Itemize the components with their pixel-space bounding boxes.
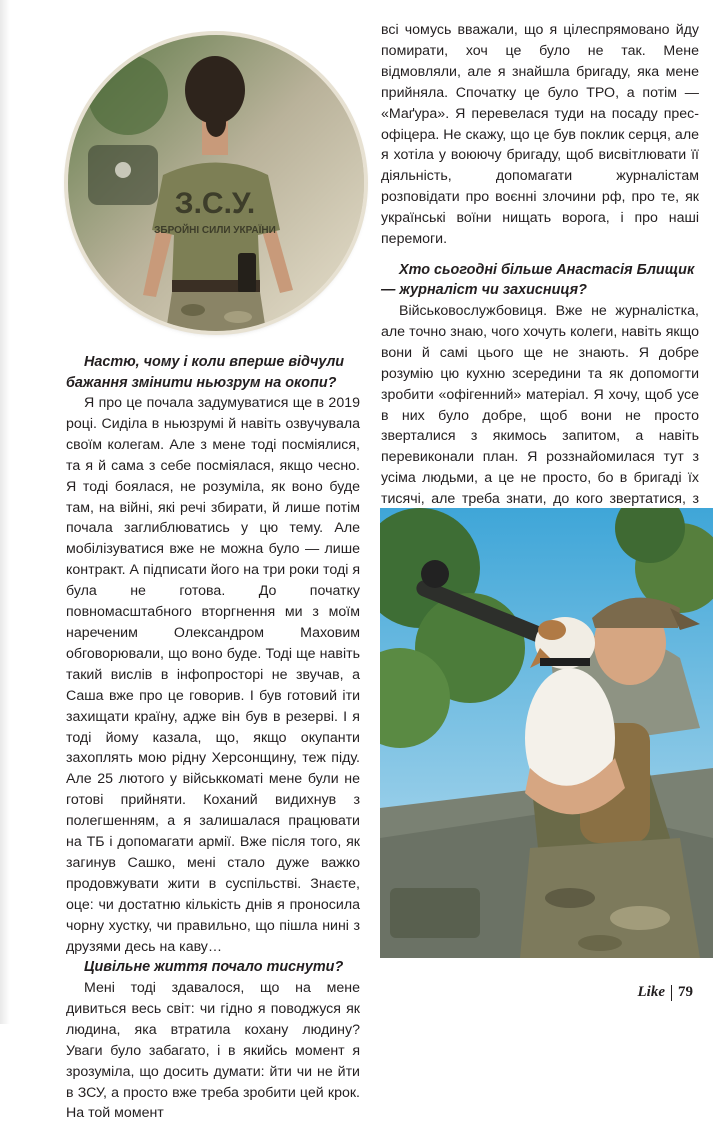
answer-paragraph-1: Я про це почала задумуватися ще в 2019 році. Сиділа в ньюзрумі й навіть озвучувала своїм колегам. Але з мене тоді посміялися, та я й сама з себе посміялася, якщо чесно. Я тоді боялася, не розуміла, як воно буде там, на війні, які речі збирати, й лише потім почала заглиблюватись у цю тему. Але мобілізуватися вже не можна було — лише контракт. А підписати його на три роки тоді я була не готова. До початку повномасштабного вторгнення ми з моїм нареченим Олександром Маховим обговорювали, що воно буде. Тоді ще навіть такий вислів в інфопросторі не звучав, а Саша вже про це говорив. І був готовий іти захищати країну, адже він був в резерві. І я тоді йому казала, що, якщо окупанти захоплять мою рідну Херсонщину, теж піду. Але 25 лютого у військкоматі мене були не готові прийняти. Коханий видихнув з полегшенням, а я залишалася працювати на ТБ і допомагати армії. Вже після того, як загинув Сашко, мені стало дуже важко продовжувати жити в суспільстві. Знаєте, оце: чи достатню кількість днів я проносила чорну хустку, чи правильно, що пішла нині з друзями десь на каву…	[66, 395, 360, 955]
question-heading-1: Настю, чому і коли вперше відчули бажання змінити ньюзрум на окопи?	[66, 354, 345, 391]
magazine-brand: Like	[637, 984, 665, 1000]
soldier-back-photo	[68, 35, 364, 331]
answer-paragraph-3: Військовослужбовиця. Вже не журналістка, але точно знаю, чого хочуть колеги, навіть якщо вони й самі цього ще не знають. Я добре розумію цю кухню зсередини та як допомогти зробити «офігенний» матеріал. Я хочу, щоб усе в них було добре, щоб вони не просто зверталися з якимось запитом, а навіть перевиконали план. Я роззнайомилася тут з усіма людьми, а це не просто, бо в бригаді їх тисячі, але треба знати, до кого звертатися, з	[381, 302, 699, 508]
shirt-subtext: ЗБРОЙНІ СИЛИ УКРАЇНИ	[154, 225, 276, 236]
answer-paragraph-2: Мені тоді здавалося, що на мене дивиться весь світ: чи гідно я поводжуся як людина, яка втратила кохану людину? Уваги було забагато, і в якийсь момент я зрозуміла, що досить думати: йти чи не йти в ЗСУ, а просто вже треба зробити цей крок. На той момент	[66, 979, 360, 1122]
question-heading-3: Хто сьогодні більше Анастасія Блищик — журналіст чи захисниця?	[381, 261, 695, 299]
footer-divider	[671, 985, 672, 1001]
page-binding-shadow	[0, 0, 10, 1024]
shirt-text: З.С.У.	[174, 187, 256, 220]
article-column-left	[66, 352, 360, 1124]
continued-paragraph: всі чомусь вважали, що я цілеспрямовано йду помирати, хоч це було не так. Мене відмовляли, але я знайшла бригаду, яка мене прийняла. Спочатку це було ТРО, а потім — «Маґура». Я перевелася туди на посаду прес-офіцера. Не скажу, що це був поклик серця, але я хотіла у воюючу бригаду, щоб висвітлювати її діяльність, допомагати журналістам розповідати про воєнні злочини рф, про те, як українські воїни нищать ворога, і про наші перемоги.	[381, 22, 699, 248]
page-footer	[638, 984, 694, 1001]
soldier-with-dog-photo	[380, 508, 713, 958]
question-heading-2: Цивільне життя почало тиснути?	[84, 959, 344, 976]
page-number: 79	[678, 984, 693, 1000]
